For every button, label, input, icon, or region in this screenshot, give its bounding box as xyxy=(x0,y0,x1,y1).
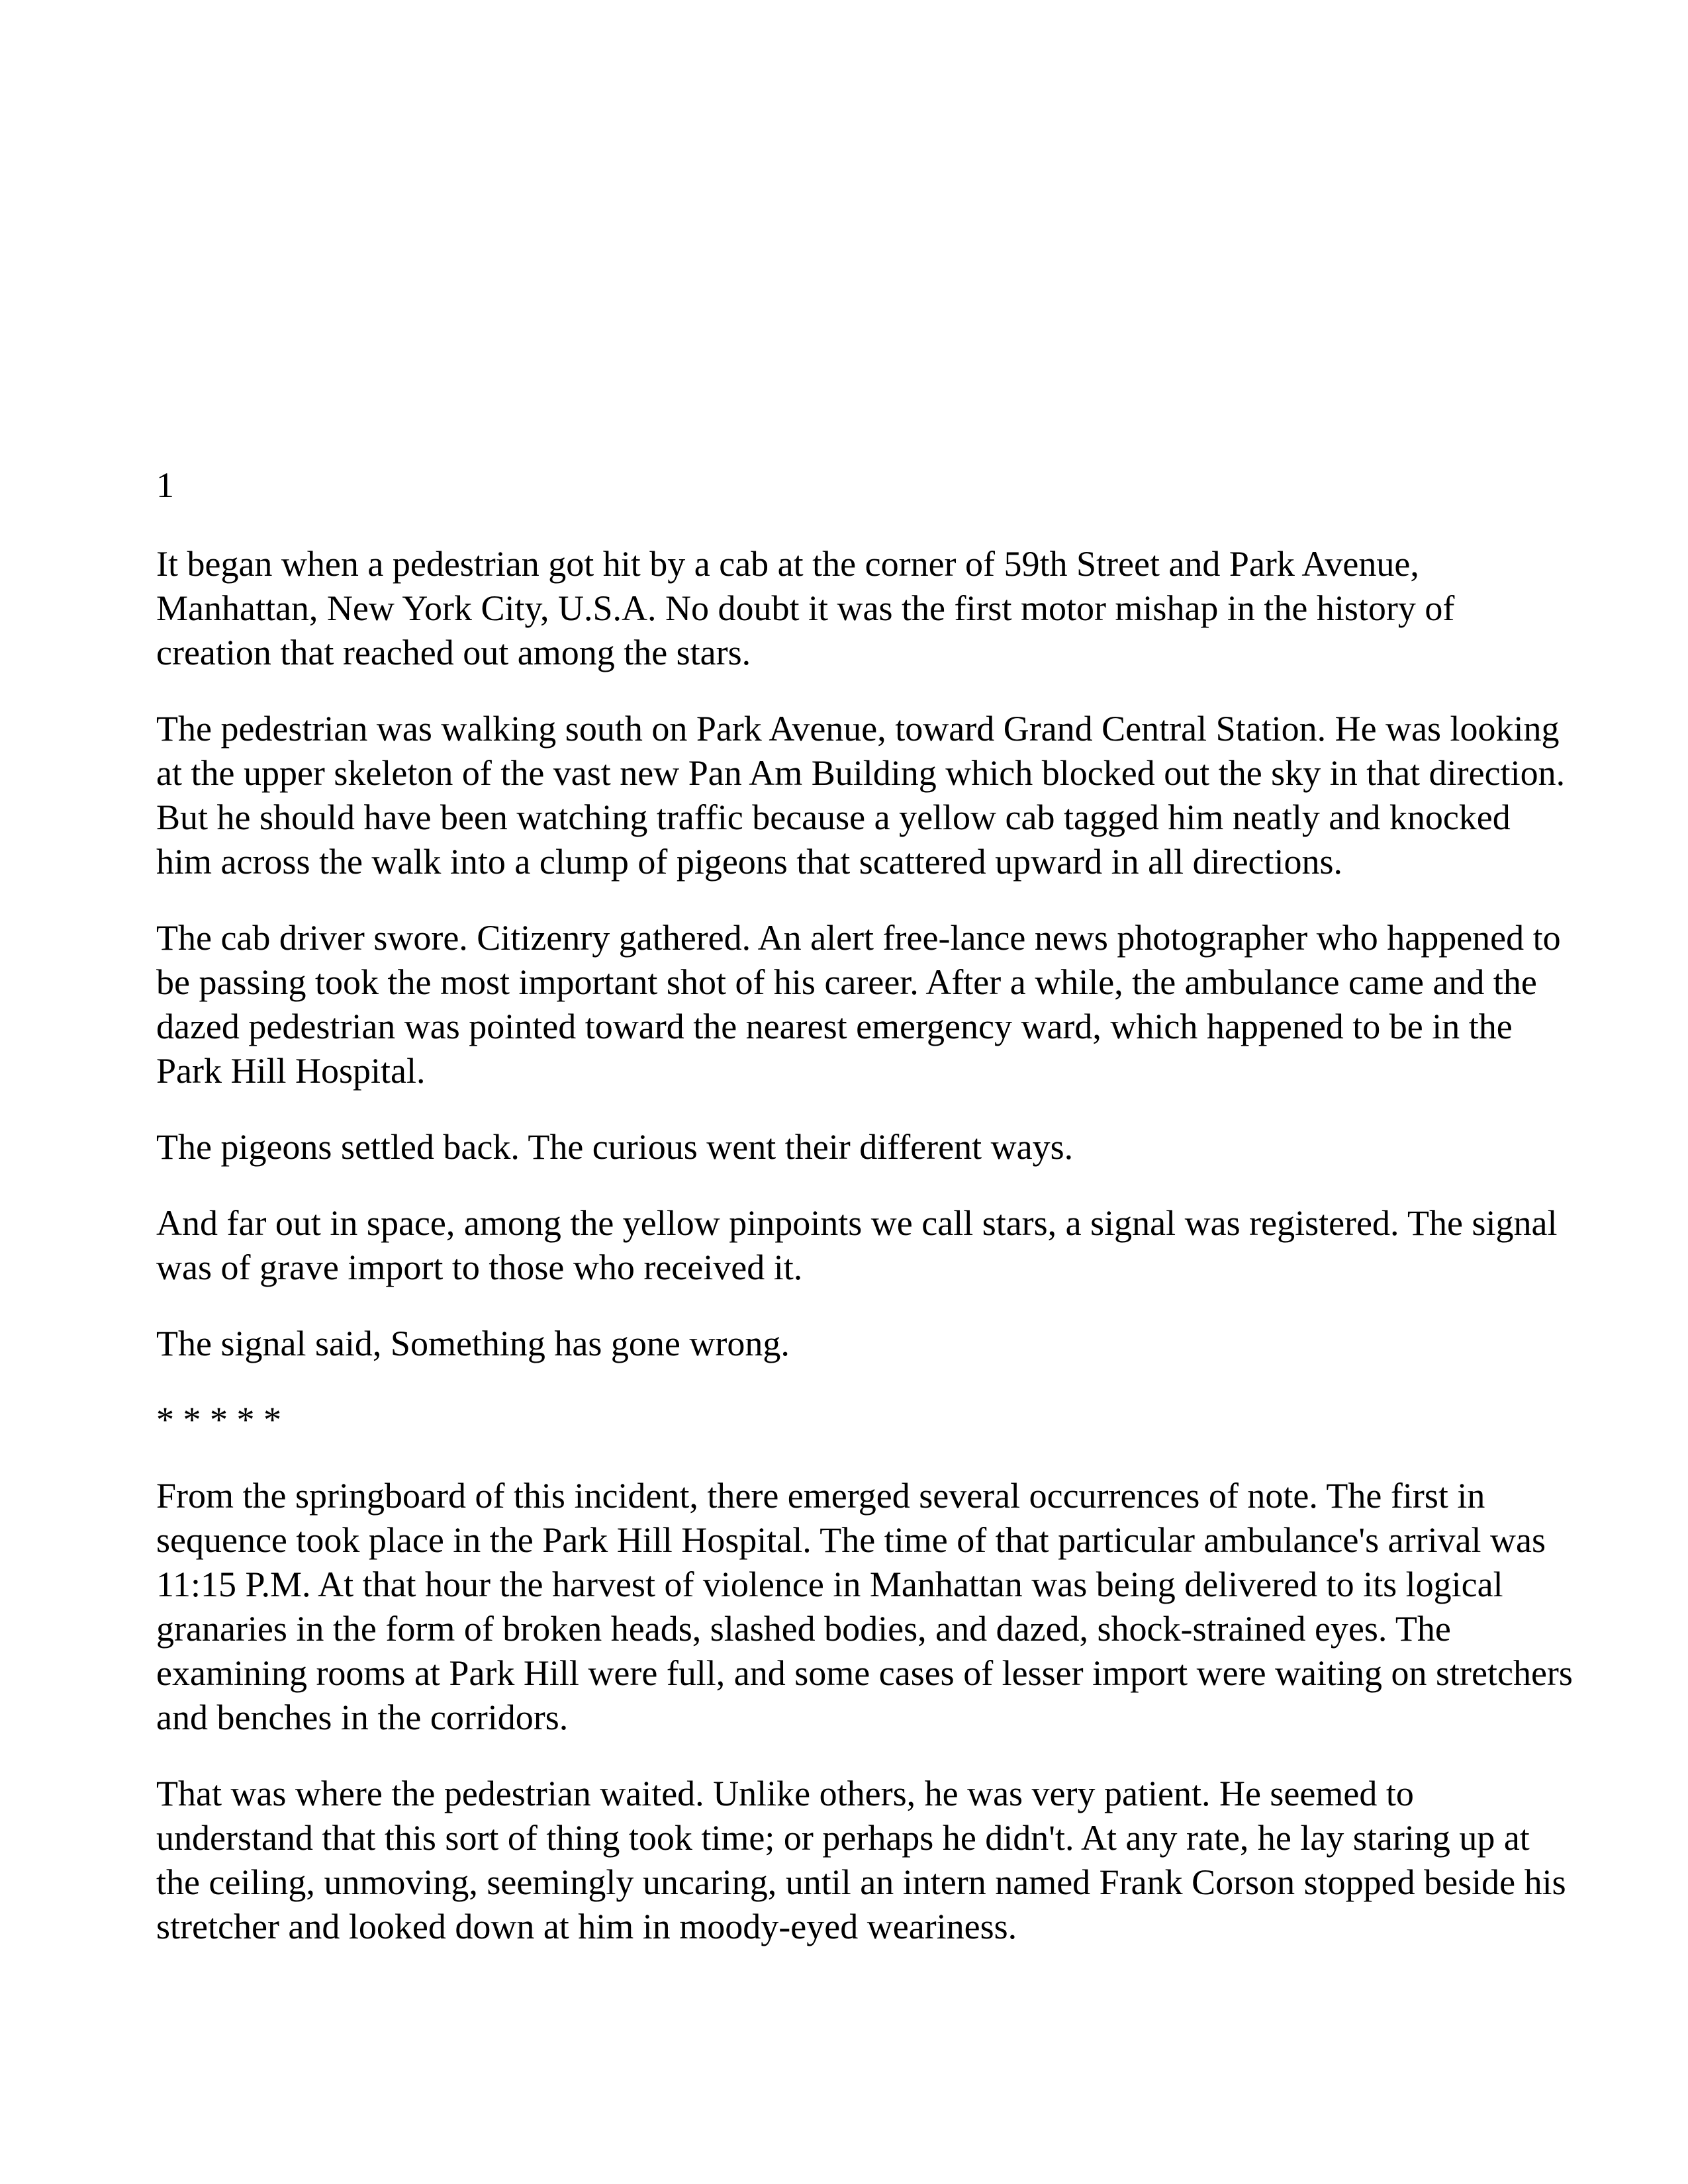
paragraph-8: That was where the pedestrian waited. Unlike others, he was very patient. He seemed to understand that this sort of thing took time; or perhaps he didn't. At any rate, he lay staring up at the ceiling, unmoving, seemingly uncaring, until an intern named Frank Corson stopped beside his stretcher and looked down at him in moody-eyed weariness. xyxy=(156,1774,1566,1946)
chapter-number: 1 xyxy=(156,465,174,505)
page-body xyxy=(156,463,1573,1981)
paragraph-2: The pedestrian was walking south on Park Avenue, toward Grand Central Station. He was looking at the upper skeleton of the vast new Pan Am Building which blocked out the sky in that direction. But he should have been watching traffic because a yellow cab tagged him neatly and knocked him across the walk into a clump of pigeons that scattered upward in all directions. xyxy=(156,709,1566,882)
paragraph-4: The pigeons settled back. The curious went their different ways. xyxy=(156,1127,1074,1167)
section-separator: * * * * * xyxy=(156,1400,281,1439)
paragraph-5: And far out in space, among the yellow pinpoints we call stars, a signal was registered. The signal was of grave import to those who received it. xyxy=(156,1203,1558,1287)
paragraph-6: The signal said, Something has gone wrong. xyxy=(156,1324,790,1363)
paragraph-1: It began when a pedestrian got hit by a cab at the corner of 59th Street and Park Avenue, Manhattan, New York City, U.S.A. No doubt it was the first motor mishap in the history of creation that reached out among the stars. xyxy=(156,544,1455,672)
paragraph-3: The cab driver swore. Citizenry gathered. An alert free-lance news photographer who happened to be passing took the most important shot of his career. After a while, the ambulance came and the dazed pedestrian was pointed toward the nearest emergency ward, which happened to be in the Park Hill Hospital. xyxy=(156,918,1561,1091)
paragraph-7: From the springboard of this incident, there emerged several occurrences of note. The first in sequence took place in the Park Hill Hospital. The time of that particular ambulance's arrival was 11:15 P.M. At that hour the harvest of violence in Manhattan was being delivered to its logical granaries in the form of broken heads, slashed bodies, and dazed, shock-strained eyes. The examining rooms at Park Hill were full, and some cases of lesser import were waiting on stretchers and benches in the corridors. xyxy=(156,1476,1573,1737)
